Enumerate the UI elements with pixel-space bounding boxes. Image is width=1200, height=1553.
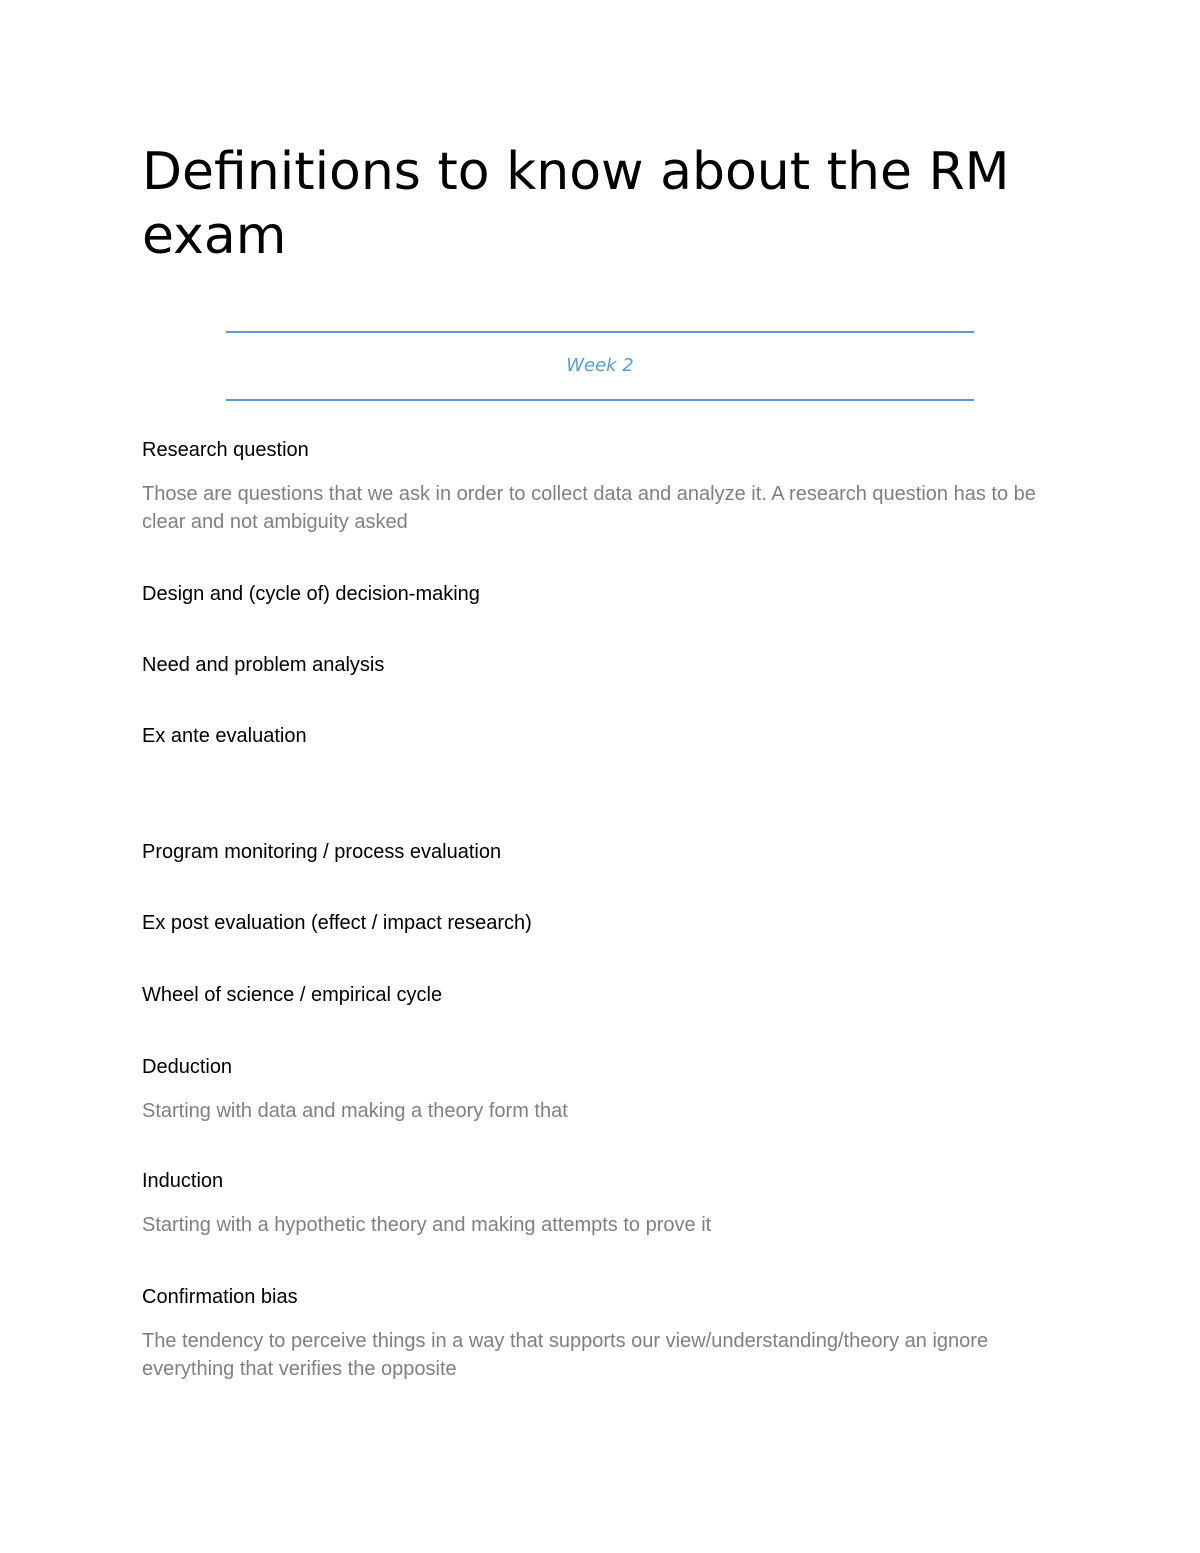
- term-wheel-of-science: Wheel of science / empirical cycle: [142, 984, 443, 1006]
- term-induction: Induction: [142, 1170, 224, 1192]
- section-label: Week 2: [566, 355, 634, 376]
- term-ex-ante-evaluation: Ex ante evaluation: [142, 725, 307, 747]
- definition-deduction: Starting with data and making a theory form that: [142, 1100, 568, 1122]
- term-need-problem-analysis: Need and problem analysis: [142, 654, 385, 676]
- term-confirmation-bias: Confirmation bias: [142, 1286, 298, 1308]
- definition-confirmation-bias: The tendency to perceive things in a way that supports our view/understanding/theory an ignore everything that verifies the opposite: [142, 1330, 989, 1380]
- term-ex-post-evaluation: Ex post evaluation (effect / impact research): [142, 912, 532, 934]
- term-design-decision-making: Design and (cycle of) decision-making: [142, 583, 480, 605]
- definition-research-question: Those are questions that we ask in order to collect data and analyze it. A research question has to be clear and not ambiguity asked: [142, 483, 1036, 533]
- definition-induction: Starting with a hypothetic theory and making attempts to prove it: [142, 1214, 712, 1236]
- term-research-question: Research question: [142, 439, 309, 461]
- page-title: Definitions to know about the RM exam: [142, 142, 1010, 266]
- term-program-monitoring: Program monitoring / process evaluation: [142, 841, 502, 863]
- term-deduction: Deduction: [142, 1056, 233, 1078]
- section-divider: [226, 331, 974, 401]
